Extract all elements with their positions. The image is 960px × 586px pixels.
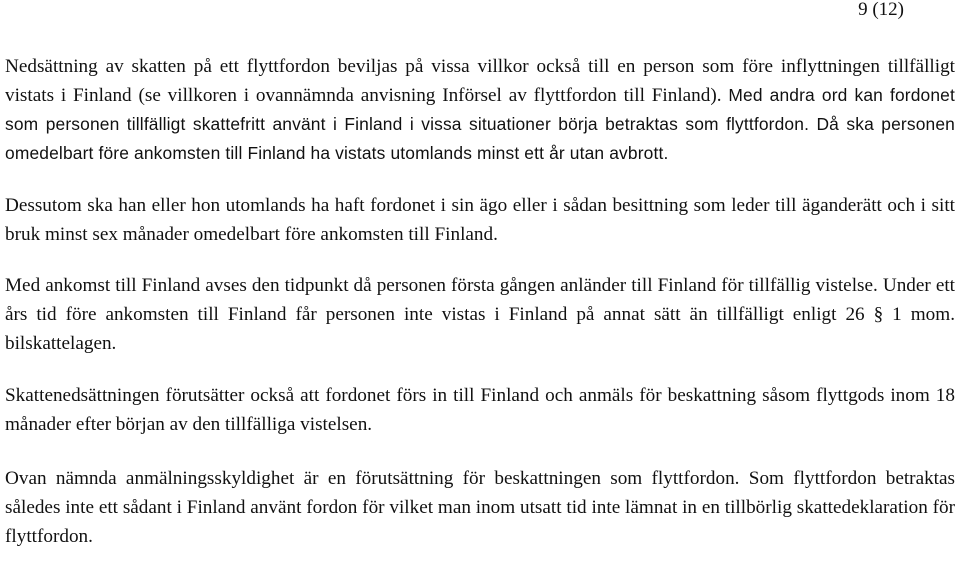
paragraph-4 bbox=[5, 381, 955, 439]
paragraph-3-text: Med ankomst till Finland avses den tidpunkt då personen första gången anländer till Finland för tillfällig vistelse. Under ett års tid före ankomsten till Finland får personen inte vistas i Finland på annat sätt än tillfälligt enligt 26 § 1 mom. bilskattelagen. bbox=[5, 275, 955, 354]
page-number: 9 (12) bbox=[858, 0, 904, 20]
paragraph-2-text: Dessutom ska han eller hon utomlands ha haft fordonet i sin ägo eller i sådan besittning som leder till äganderätt och i sitt bruk minst sex månader omedelbart före ankomsten till Finland. bbox=[5, 195, 955, 245]
paragraph-2 bbox=[5, 191, 955, 249]
paragraph-1 bbox=[5, 52, 955, 168]
paragraph-4-text: Skattenedsättningen förutsätter också att fordonet förs in till Finland och anmäls för beskattning såsom flyttgods inom 18 månader efter början av den tillfälliga vistelsen. bbox=[5, 385, 955, 435]
paragraph-1-text: Nedsättning av skatten på ett flyttfordon beviljas på vissa villkor också till en person som före inflyttningen tillfälligt vistats i Finland (se villkoren i ovannämnda anvisning Införsel av flyttfordon till Finland). bbox=[5, 56, 955, 106]
paragraph-5 bbox=[5, 464, 955, 551]
paragraph-5-text: Ovan nämnda anmälningsskyldighet är en förutsättning för beskattningen som flyttfordon. Som flyttfordon betraktas således inte ett sådant i Finland använt fordon för vilket man inom utsatt tid inte lämnat in en tillbörlig skattedeklaration för flyttfordon. bbox=[5, 468, 955, 547]
document-body bbox=[5, 52, 955, 574]
paragraph-1-continuation: Med andra ord kan fordonet som personen tillfälligt skattefritt använt i Finland i vissa situationer börja betraktas som flyttfordon. Då ska personen omedelbart före ankomsten till Finland ha vistats utomlands minst ett år utan avbrott. bbox=[5, 85, 955, 163]
paragraph-3 bbox=[5, 271, 955, 358]
